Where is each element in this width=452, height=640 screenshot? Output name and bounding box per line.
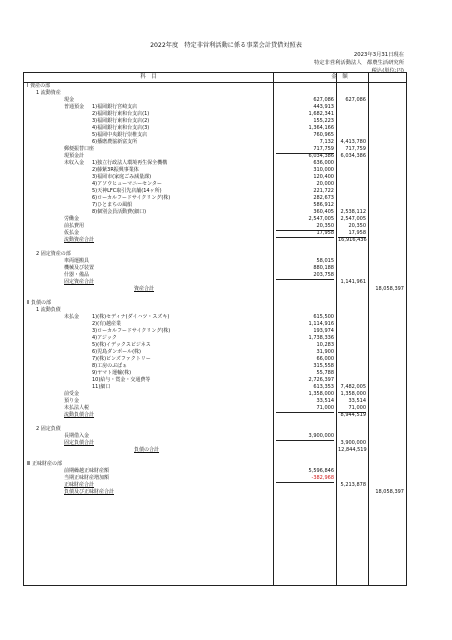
table-row	[24, 132, 406, 139]
subtotal-amount: 71,000	[348, 405, 366, 411]
table-row	[24, 118, 406, 125]
report-date: 2023年3月31日現在	[353, 52, 404, 58]
table-row	[24, 314, 406, 321]
account-label: 未払法人税	[64, 405, 90, 411]
account-detail-label: 6)児島ダンボール(株)	[92, 349, 141, 355]
subtotal-amount: 17,958	[348, 230, 366, 236]
spacer-row	[24, 454, 406, 461]
detail-amount: 10,283	[316, 342, 334, 348]
account-detail-label: 8)個別会員活動費(細口)	[92, 209, 147, 215]
subtotal-amount: 3,900,000	[340, 440, 366, 446]
total-amount: 18,058,397	[375, 489, 404, 495]
table-row	[24, 237, 406, 244]
account-label: 流動負債合計	[64, 412, 95, 418]
detail-amount: 636,000	[313, 160, 334, 166]
detail-amount: 120,400	[313, 174, 334, 180]
detail-amount: 282,673	[313, 195, 334, 201]
table-row	[24, 153, 406, 160]
account-detail-label: 5)天神LFC取引先店舗(14ヶ所)	[92, 188, 162, 194]
spacer-row	[24, 293, 406, 300]
account-detail-label: 8)工房のぶぱぁ	[92, 363, 128, 369]
account-label: 現預金計	[64, 153, 85, 159]
detail-amount: 760,965	[313, 132, 334, 138]
account-label: 固定資産合計	[64, 279, 95, 285]
account-label: 前払費用	[64, 223, 85, 229]
table-row	[24, 97, 406, 104]
detail-amount: 443,913	[313, 104, 334, 110]
subtotal-amount: 4,413,780	[340, 139, 366, 145]
account-detail-label: 2)(有)越産業	[92, 321, 122, 327]
detail-amount: 1,682,341	[308, 111, 334, 117]
account-detail-label: 2)福岡銀行東和台支店(1)	[92, 111, 150, 117]
section-heading: Ⅱ 負債の部	[27, 300, 52, 306]
table-row	[24, 426, 406, 433]
detail-amount: 627,086	[313, 97, 334, 103]
subtotal-amount: 2,547,005	[340, 216, 366, 222]
table-row	[24, 412, 406, 419]
subtotal-amount: 717,759	[345, 146, 366, 152]
subtotal-amount: 627,086	[345, 97, 366, 103]
account-detail-label: 2)藤紫3R振興事業体	[92, 167, 139, 173]
table-row	[24, 391, 406, 398]
detail-amount: 71,000	[316, 405, 334, 411]
table-row	[24, 349, 406, 356]
table-row	[24, 265, 406, 272]
subsection-heading: 1 流動負債	[36, 307, 61, 313]
table-row	[24, 489, 406, 496]
detail-amount: 20,350	[316, 223, 334, 229]
unit-note: 税込(単位:円)	[371, 68, 404, 74]
detail-amount: 20,000	[316, 181, 334, 187]
account-label: 仮払金	[64, 230, 80, 236]
account-label: 車両運搬具	[64, 258, 90, 264]
detail-amount: 155,223	[313, 118, 334, 124]
total-amount: 18,058,397	[375, 286, 404, 292]
account-detail-label: 7)(株)ピンズファクトリー	[92, 356, 151, 362]
detail-amount: 31,900	[316, 349, 334, 355]
table-row	[24, 139, 406, 146]
subsection-heading: 1 流動資産	[36, 90, 61, 96]
detail-amount: 310,000	[313, 167, 334, 173]
table-row	[24, 216, 406, 223]
detail-amount: 33,514	[316, 398, 334, 404]
detail-amount: 315,558	[313, 363, 334, 369]
account-detail-label: 6)ローカルフードサイクリング(株)	[92, 195, 171, 201]
account-label: 郵便振替口座	[64, 146, 95, 152]
account-label: 未払金	[64, 314, 80, 320]
detail-amount: 55,788	[316, 370, 334, 376]
detail-amount: 717,759	[313, 146, 334, 152]
table-row	[24, 90, 406, 97]
account-detail-label: 1)福岡銀行宮崎支店	[92, 104, 138, 110]
table-row	[24, 279, 406, 286]
detail-amount: 5,596,846	[308, 468, 334, 474]
table-row	[24, 174, 406, 181]
table-row	[24, 384, 406, 391]
account-label: 預り金	[64, 398, 80, 404]
subtotal-amount: 7,482,005	[340, 384, 366, 390]
table-row	[24, 307, 406, 314]
header-amount-column: 金 額	[331, 74, 348, 80]
detail-amount: 193,974	[313, 328, 334, 334]
account-detail-label: 5)福岡中央銀行崇椎支店	[92, 132, 148, 138]
detail-amount: 58,015	[316, 258, 334, 264]
table-row	[24, 83, 406, 90]
detail-amount: 17,958	[316, 230, 334, 236]
account-detail-label: 10)給与・賞金・交通費等	[92, 377, 151, 383]
subtotal-amount: 1,358,000	[340, 391, 366, 397]
table-row	[24, 251, 406, 258]
account-detail-label: 11)細口	[92, 384, 111, 390]
table-row	[24, 160, 406, 167]
table-row	[24, 272, 406, 279]
account-detail-label: 5)(株)イデックスビジネス	[92, 342, 151, 348]
account-label: 前受金	[64, 391, 80, 397]
account-label: 資産合計	[134, 286, 155, 292]
account-detail-label: 4)福岡銀行東和台支店(3)	[92, 125, 150, 131]
account-label: 流動資産合計	[64, 237, 95, 243]
table-row	[24, 468, 406, 475]
page-title: 2022年度 特定非営利活動に係る事業会計貸借対照表	[150, 42, 302, 49]
account-label: 負債の合計	[134, 447, 160, 453]
table-row	[24, 286, 406, 293]
table-row	[24, 482, 406, 489]
table-row	[24, 104, 406, 111]
account-detail-label: 4)アジック	[92, 335, 117, 341]
account-label: 普通預金	[64, 104, 85, 110]
spacer-row	[24, 244, 406, 251]
organization-name: 特定非営利活動法人 都農生活研究所	[313, 60, 404, 66]
detail-amount: 1,364,166	[308, 125, 334, 131]
subtotal-amount: 5,213,878	[340, 482, 366, 488]
subsection-heading: 2 固定負債	[36, 426, 61, 432]
table-row	[24, 209, 406, 216]
table-row	[24, 377, 406, 384]
subtotal-amount: 12,844,519	[338, 447, 367, 453]
table-row	[24, 111, 406, 118]
table-row	[24, 335, 406, 342]
account-detail-label: 4)アソウヒューマニーセンター	[92, 181, 162, 187]
account-detail-label: 3)福岡銀行東和台支店(2)	[92, 118, 150, 124]
balance-sheet-table	[23, 72, 407, 586]
table-row	[24, 370, 406, 377]
detail-amount: 66,000	[316, 356, 334, 362]
spacer-row	[24, 419, 406, 426]
header-item-column: 科 目	[140, 74, 157, 80]
table-row	[24, 440, 406, 447]
account-detail-label: 7)ひとまちの風船	[92, 202, 133, 208]
table-row	[24, 146, 406, 153]
detail-amount: 6,034,386	[308, 153, 334, 159]
table-row	[24, 181, 406, 188]
table-row	[24, 328, 406, 335]
table-row	[24, 321, 406, 328]
account-detail-label: 6)播磨農協新富支所	[92, 139, 138, 145]
subtotal-amount: 16,916,436	[338, 237, 367, 243]
account-label: 労働金	[64, 216, 80, 222]
table-row	[24, 230, 406, 237]
detail-amount: 615,500	[313, 314, 334, 320]
detail-amount: 1,738,336	[308, 335, 334, 341]
detail-amount: -382,968	[311, 475, 334, 481]
table-row	[24, 300, 406, 307]
subtotal-amount: 1,141,961	[340, 279, 366, 285]
subtotal-amount: 6,034,386	[340, 153, 366, 159]
detail-amount: 1,114,916	[308, 321, 334, 327]
detail-amount: 360,405	[313, 209, 334, 215]
account-label: 什器・備品	[64, 272, 90, 278]
detail-amount: 1,358,000	[308, 391, 334, 397]
detail-amount: 613,353	[313, 384, 334, 390]
subtotal-amount: 8,944,519	[340, 412, 366, 418]
table-row	[24, 363, 406, 370]
table-row	[24, 356, 406, 363]
account-label: 正味財産合計	[64, 482, 95, 488]
detail-amount: 203,758	[313, 272, 334, 278]
account-detail-label: 3)福岡市(家庭ごみ減量課)	[92, 174, 152, 180]
detail-amount: 2,726,397	[308, 377, 334, 383]
detail-amount: 880,188	[313, 265, 334, 271]
table-row	[24, 188, 406, 195]
detail-amount: 2,547,005	[308, 216, 334, 222]
table-row	[24, 195, 406, 202]
account-label: 当期正味財産増加額	[64, 475, 110, 481]
account-label: 機械及び装置	[64, 265, 95, 271]
table-row	[24, 398, 406, 405]
account-label: 前期繰越正味財産額	[64, 468, 110, 474]
subtotal-amount: 33,514	[348, 398, 366, 404]
account-label: 長期借入金	[64, 433, 90, 439]
subsection-heading: 2 固定資産の部	[36, 251, 71, 257]
table-row	[24, 223, 406, 230]
detail-amount: 221,722	[313, 188, 334, 194]
section-heading: Ⅰ 資産の部	[27, 83, 51, 89]
account-detail-label: 9)ヤマト運輸(株)	[92, 370, 132, 376]
table-row	[24, 202, 406, 209]
account-detail-label: 1)(株)セディナ(ダイハツ・スズキ)	[92, 314, 170, 320]
detail-amount: 3,900,000	[308, 433, 334, 439]
account-label: 現金	[64, 97, 75, 103]
account-label: 固定負債合計	[64, 440, 95, 446]
account-detail-label: 3)ローカルフードサイクリング(株)	[92, 328, 171, 334]
section-heading: Ⅲ 正味財産の部	[27, 461, 63, 467]
account-label: 負債及び正味財産合計	[64, 489, 115, 495]
account-detail-label: 1)独立行政法人環境再生保全機構	[92, 160, 168, 166]
account-label: 未収入金	[64, 160, 85, 166]
detail-amount: 7,132	[319, 139, 334, 145]
table-row	[24, 447, 406, 454]
table-row	[24, 258, 406, 265]
table-row	[24, 125, 406, 132]
table-row	[24, 433, 406, 440]
detail-amount: 586,912	[313, 202, 334, 208]
subtotal-amount: 20,350	[348, 223, 366, 229]
table-row	[24, 167, 406, 174]
table-row	[24, 461, 406, 468]
table-row	[24, 475, 406, 482]
table-row	[24, 342, 406, 349]
table-row	[24, 405, 406, 412]
subtotal-amount: 2,538,112	[340, 209, 366, 215]
